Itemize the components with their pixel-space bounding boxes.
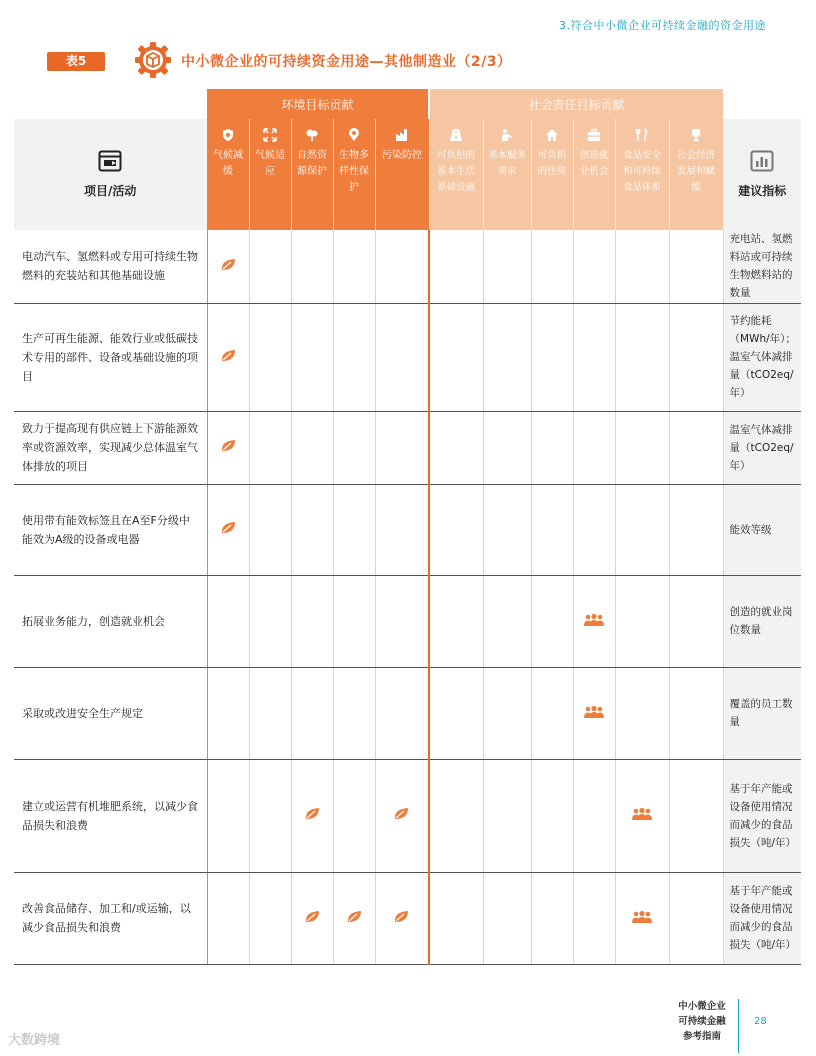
env-group-header: 环境目标贡献: [207, 89, 429, 119]
env-mark-cell: [375, 759, 429, 872]
footer-line: 可持续金融: [678, 1016, 726, 1027]
soc-mark-cell: [573, 230, 615, 303]
table-row: [14, 230, 801, 303]
soc-mark-cell: [669, 230, 723, 303]
soc-mark-cell: [531, 667, 573, 759]
env-col-header: [333, 119, 375, 230]
soc-mark-cell: [483, 575, 531, 667]
env-mark-cell: [333, 872, 375, 964]
soc-mark-cell: [483, 759, 531, 872]
soc-mark-cell: [429, 575, 483, 667]
soc-col-label: 社会经济发展和赋能: [676, 150, 715, 193]
project-header-label: 项目/活动: [84, 184, 137, 198]
soc-mark-cell: [573, 759, 615, 872]
indicator-cell: 能效等级: [723, 484, 801, 575]
table-row: [14, 303, 801, 411]
env-mark-cell: [249, 484, 291, 575]
soc-col-header: [531, 119, 573, 230]
food-icon: [635, 128, 649, 142]
soc-mark-cell: [531, 230, 573, 303]
funding-table: [14, 89, 801, 965]
blank-corner: [14, 89, 207, 119]
soc-col-label: 基本服务需求: [487, 150, 526, 177]
env-col-header: [375, 119, 429, 230]
soc-mark-cell: [531, 872, 573, 964]
soc-mark-cell: [483, 484, 531, 575]
soc-col-label: 可负担的住房: [537, 150, 567, 177]
env-mark-cell: [291, 872, 333, 964]
env-mark-cell: [333, 230, 375, 303]
soc-mark-cell: [615, 230, 669, 303]
soc-mark-cell: [429, 411, 483, 484]
table-row: [14, 872, 801, 964]
service-icon: [500, 128, 514, 142]
env-mark-cell: [291, 230, 333, 303]
soc-mark-cell: [429, 230, 483, 303]
env-mark-cell: [375, 411, 429, 484]
watermark: 大数跨境: [8, 1033, 61, 1048]
people-icon: [583, 613, 605, 627]
soc-col-header: [669, 119, 723, 230]
env-mark-cell: [375, 667, 429, 759]
soc-mark-cell: [669, 667, 723, 759]
env-mark-cell: [291, 303, 333, 411]
expand-arrows-icon: [263, 128, 277, 142]
env-mark-cell: [333, 484, 375, 575]
page-number: 28: [754, 1016, 767, 1027]
indicator-cell: 创造的就业岗位数量: [723, 575, 801, 667]
project-cell: 生产可再生能源、能效行业或低碳技术专用的部件、设备或基础设施的项目: [14, 303, 207, 411]
soc-mark-cell: [615, 872, 669, 964]
env-mark-cell: [375, 872, 429, 964]
leaf-icon: [393, 806, 410, 821]
house-icon: [545, 128, 559, 142]
soc-mark-cell: [429, 303, 483, 411]
soc-mark-cell: [573, 575, 615, 667]
soc-group-header: 社会责任目标贡献: [429, 89, 723, 119]
env-mark-cell: [375, 575, 429, 667]
footer-guide-title: [672, 999, 732, 1044]
people-icon: [631, 910, 653, 924]
env-mark-cell: [249, 230, 291, 303]
soc-col-header: [573, 119, 615, 230]
leaf-icon: [220, 520, 237, 535]
page-title: 中小微企业的可持续资金用途—其他制造业（2/3）: [181, 54, 512, 70]
project-cell: 致力于提高现有供应链上下游能源效率或资源效率，实现减少总体温室气体排放的项目: [14, 411, 207, 484]
tree-icon: [305, 128, 319, 142]
env-mark-cell: [249, 303, 291, 411]
env-col-label: 气候减缓: [213, 150, 243, 177]
soc-mark-cell: [429, 759, 483, 872]
soc-mark-cell: [531, 303, 573, 411]
soc-mark-cell: [669, 872, 723, 964]
project-cell: 使用带有能效标签且在A至F分级中能效为A级的设备或电器: [14, 484, 207, 575]
env-mark-cell: [375, 303, 429, 411]
env-mark-cell: [207, 230, 249, 303]
footer-line: 参考指南: [682, 1031, 721, 1042]
env-mark-cell: [375, 230, 429, 303]
running-head: 3.符合中小微企业可持续金融的资金用途: [559, 19, 766, 32]
leaf-icon: [304, 806, 321, 821]
env-mark-cell: [291, 759, 333, 872]
table-row: [14, 575, 801, 667]
leaf-icon: [220, 257, 237, 272]
soc-mark-cell: [483, 230, 531, 303]
project-cell: 建立或运营有机堆肥系统，以减少食品损失和浪费: [14, 759, 207, 872]
soc-mark-cell: [573, 303, 615, 411]
env-mark-cell: [249, 575, 291, 667]
table-tag: 表5: [47, 52, 105, 71]
env-col-header: [249, 119, 291, 230]
env-mark-cell: [333, 667, 375, 759]
env-mark-cell: [333, 759, 375, 872]
soc-mark-cell: [573, 484, 615, 575]
env-mark-cell: [207, 872, 249, 964]
leaf-icon: [304, 909, 321, 924]
soc-col-label: 可负担的基本生活基础设施: [436, 150, 475, 193]
soc-col-label: 食品安全和可持续食品体系: [622, 150, 661, 193]
indicator-cell: 温室气体减排量（tCO2eq/年）: [723, 411, 801, 484]
table-row: [14, 484, 801, 575]
soc-mark-cell: [483, 872, 531, 964]
soc-mark-cell: [669, 575, 723, 667]
soc-mark-cell: [615, 484, 669, 575]
env-col-label: 生物多样性保护: [339, 150, 369, 193]
soc-mark-cell: [483, 667, 531, 759]
project-cell: 拓展业务能力，创造就业机会: [14, 575, 207, 667]
env-mark-cell: [207, 484, 249, 575]
people-icon: [583, 705, 605, 719]
env-mark-cell: [291, 575, 333, 667]
table-row: [14, 411, 801, 484]
env-mark-cell: [207, 303, 249, 411]
browser-window-icon: [98, 150, 122, 172]
env-col-header: [207, 119, 249, 230]
soc-mark-cell: [429, 872, 483, 964]
soc-mark-cell: [429, 484, 483, 575]
soc-mark-cell: [615, 411, 669, 484]
soc-mark-cell: [615, 303, 669, 411]
env-mark-cell: [207, 667, 249, 759]
env-col-label: 气候适应: [255, 150, 285, 177]
soc-mark-cell: [669, 411, 723, 484]
env-mark-cell: [333, 303, 375, 411]
env-mark-cell: [333, 575, 375, 667]
env-col-label: 自然资源保护: [297, 150, 327, 177]
env-mark-cell: [333, 411, 375, 484]
people-icon: [631, 807, 653, 821]
env-mark-cell: [207, 411, 249, 484]
soc-mark-cell: [531, 411, 573, 484]
trophy-icon: [689, 128, 703, 142]
footer-line: 中小微企业: [678, 1001, 726, 1012]
env-col-label: 污染防控: [382, 150, 422, 161]
soc-mark-cell: [531, 575, 573, 667]
soc-mark-cell: [615, 667, 669, 759]
leaf-icon: [393, 909, 410, 924]
soc-mark-cell: [573, 872, 615, 964]
soc-col-header: [429, 119, 483, 230]
road-icon: [449, 128, 463, 142]
env-mark-cell: [249, 667, 291, 759]
bar-chart-icon: [750, 150, 774, 172]
soc-mark-cell: [483, 303, 531, 411]
env-mark-cell: [249, 872, 291, 964]
soc-mark-cell: [669, 759, 723, 872]
footer-divider: [738, 999, 739, 1053]
env-mark-cell: [207, 759, 249, 872]
indicator-cell: 基于年产能或设备使用情况而减少的食品损失（吨/年）: [723, 872, 801, 964]
table-row: [14, 667, 801, 759]
briefcase-icon: [587, 128, 601, 142]
env-mark-cell: [291, 667, 333, 759]
soc-mark-cell: [429, 667, 483, 759]
soc-mark-cell: [669, 484, 723, 575]
soc-col-header: [483, 119, 531, 230]
soc-mark-cell: [615, 759, 669, 872]
env-mark-cell: [207, 575, 249, 667]
indicator-header: [723, 119, 801, 230]
indicator-cell: 覆盖的员工数量: [723, 667, 801, 759]
env-mark-cell: [291, 484, 333, 575]
soc-mark-cell: [573, 667, 615, 759]
env-mark-cell: [249, 411, 291, 484]
location-pin-icon: [347, 128, 361, 142]
soc-col-label: 创造就业机会: [579, 150, 609, 177]
indicator-cell: 基于年产能或设备使用情况而减少的食品损失（吨/年）: [723, 759, 801, 872]
env-col-header: [291, 119, 333, 230]
indicator-cell: 充电站、氢燃料站或可持续生物燃料站的数量: [723, 230, 801, 303]
blank-corner-right: [723, 89, 801, 119]
leaf-icon: [220, 348, 237, 363]
soc-col-header: [615, 119, 669, 230]
env-mark-cell: [249, 759, 291, 872]
leaf-icon: [220, 438, 237, 453]
soc-mark-cell: [483, 411, 531, 484]
soc-mark-cell: [531, 759, 573, 872]
leaf-icon: [346, 909, 363, 924]
soc-mark-cell: [615, 575, 669, 667]
indicator-cell: 节约能耗（MWh/年）；温室气体减排量（tCO2eq/年）: [723, 303, 801, 411]
table-row: [14, 759, 801, 872]
gear-box-icon: [134, 41, 172, 79]
leaf-shield-icon: [221, 128, 235, 142]
project-cell: 改善食品储存、加工和/或运输，以减少食品损失和浪费: [14, 872, 207, 964]
soc-mark-cell: [669, 303, 723, 411]
env-mark-cell: [375, 484, 429, 575]
indicator-header-label: 建议指标: [738, 184, 787, 198]
env-mark-cell: [291, 411, 333, 484]
project-cell: 采取或改进安全生产规定: [14, 667, 207, 759]
soc-mark-cell: [573, 411, 615, 484]
project-header: [14, 119, 207, 230]
factory-icon: [395, 128, 409, 142]
project-cell: 电动汽车、氢燃料或专用可持续生物燃料的充装站和其他基础设施: [14, 230, 207, 303]
soc-mark-cell: [531, 484, 573, 575]
